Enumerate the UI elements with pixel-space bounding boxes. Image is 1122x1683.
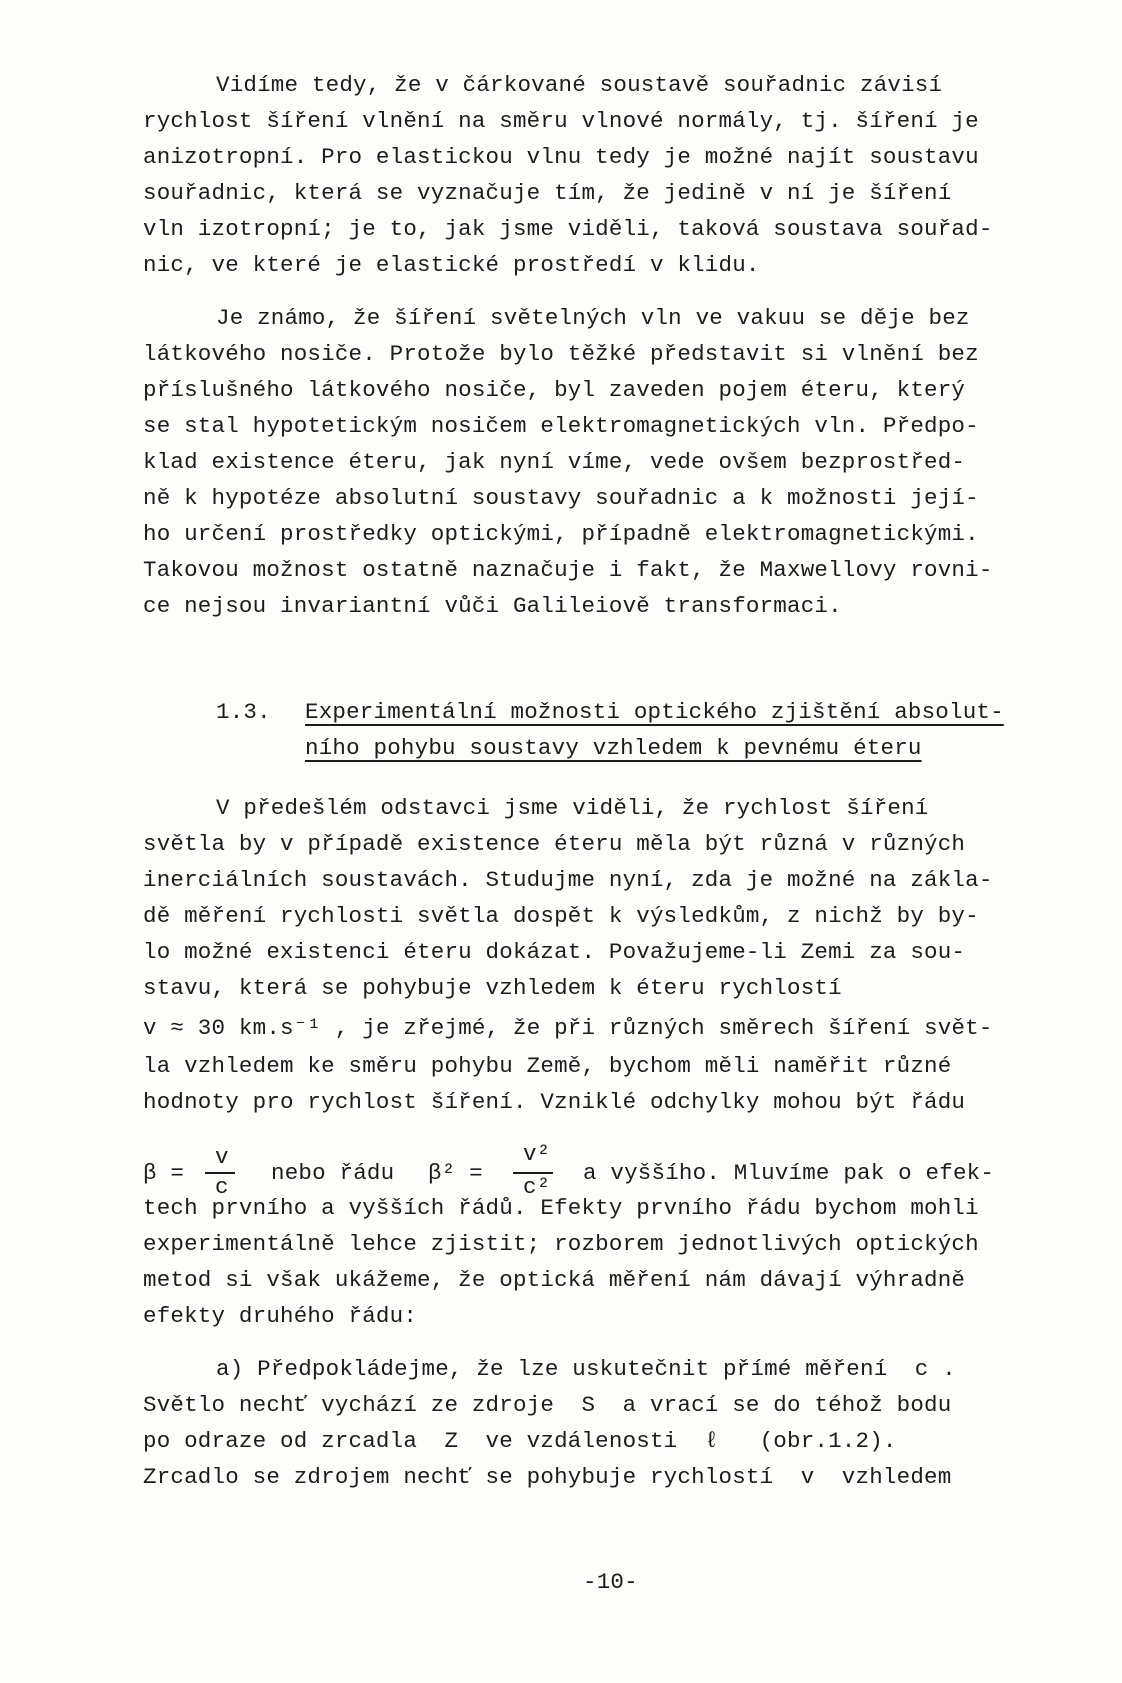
text-line: vln izotropní; je to, jak jsme viděli, taková soustava souřad- bbox=[143, 216, 993, 242]
text-line: ně k hypotéze absolutní soustavy souřadnic a k možnosti její- bbox=[143, 485, 979, 511]
text-line: efekty druhého řádu: bbox=[143, 1303, 418, 1329]
text-line: ho určení prostředky optickými, případně elektromagnetickými. bbox=[143, 521, 979, 547]
text-line: se stal hypotetickým nosičem elektromagnetických vln. Předpo- bbox=[143, 413, 979, 439]
text-line: rychlost šíření vlnění na směru vlnové normály, tj. šíření je bbox=[143, 108, 979, 134]
text-line: hodnoty pro rychlost šíření. Vzniklé odchylky mohou být řádu bbox=[143, 1089, 966, 1115]
fraction-1-denominator: c bbox=[215, 1174, 229, 1200]
text-line: lo možné existenci éteru dokázat. Považujeme-li Zemi za sou- bbox=[143, 939, 966, 965]
beta-squared-symbol: β² = bbox=[428, 1160, 483, 1186]
fraction-2-numerator: v² bbox=[523, 1141, 551, 1167]
text-line: V předešlém odstavci jsme viděli, že rychlost šíření bbox=[216, 795, 929, 821]
text-line: Je známo, že šíření světelných vln ve vakuu se děje bez bbox=[216, 305, 970, 331]
text-line: příslušného látkového nosiče, byl zaveden pojem éteru, který bbox=[143, 377, 966, 403]
section-number: 1.3. bbox=[216, 699, 271, 725]
text-line: dě měření rychlosti světla dospět k výsledkům, z nichž by by- bbox=[143, 903, 979, 929]
text-line: la vzhledem ke směru pohybu Země, bychom měli naměřit různé bbox=[143, 1053, 952, 1079]
page-number: -10- bbox=[583, 1569, 638, 1595]
text-line: anizotropní. Pro elastickou vlnu tedy je možné najít soustavu bbox=[143, 144, 979, 170]
section-title-line-2: ního pohybu soustavy vzhledem k pevnému éteru bbox=[305, 735, 922, 761]
text-line: látkového nosiče. Protože bylo těžké představit si vlnění bez bbox=[143, 341, 979, 367]
formula-connector-text: nebo řádu bbox=[271, 1160, 395, 1186]
fraction-1-numerator: v bbox=[215, 1144, 229, 1170]
text-line: ce nejsou invariantní vůči Galileiově transformaci. bbox=[143, 593, 842, 619]
formula-tail-text: a vyššího. Mluvíme pak o efek- bbox=[583, 1160, 995, 1186]
text-line: Vidíme tedy, že v čárkované soustavě souřadnic závisí bbox=[216, 72, 943, 98]
text-line: metod si však ukážeme, že optická měření nám dávají výhradně bbox=[143, 1267, 966, 1293]
text-line: a) Předpokládejme, že lze uskutečnit přímé měření c . bbox=[216, 1356, 956, 1382]
text-line: v ≈ 30 km.s⁻¹ , je zřejmé, že při různých směrech šíření svět- bbox=[143, 1015, 993, 1041]
text-line: Zrcadlo se zdrojem nechť se pohybuje rychlostí v vzhledem bbox=[143, 1464, 952, 1490]
text-line: experimentálně lehce zjistit; rozborem jednotlivých optických bbox=[143, 1231, 979, 1257]
fraction-2-denominator: c² bbox=[523, 1174, 551, 1200]
text-line: po odraze od zrcadla Z ve vzdálenosti ℓ (obr.1.2). bbox=[143, 1428, 897, 1454]
text-line: Světlo nechť vychází ze zdroje S a vrací se do téhož bodu bbox=[143, 1392, 952, 1418]
text-line: stavu, která se pohybuje vzhledem k éteru rychlostí bbox=[143, 975, 842, 1001]
text-line: Takovou možnost ostatně naznačuje i fakt, že Maxwellovy rovni- bbox=[143, 557, 993, 583]
text-line: nic, ve které je elastické prostředí v klidu. bbox=[143, 252, 760, 278]
text-line: klad existence éteru, jak nyní víme, vede ovšem bezprostřed- bbox=[143, 449, 966, 475]
text-line: souřadnic, která se vyznačuje tím, že jedině v ní je šíření bbox=[143, 180, 952, 206]
text-line: tech prvního a vyšších řádů. Efekty prvního řádu bychom mohli bbox=[143, 1195, 979, 1221]
text-line: inerciálních soustavách. Studujme nyní, zda je možné na zákla- bbox=[143, 867, 993, 893]
section-title-line-1: Experimentální možnosti optického zjištění absolut- bbox=[305, 699, 1004, 725]
text-line: světla by v případě existence éteru měla být různá v různých bbox=[143, 831, 966, 857]
beta-symbol: β = bbox=[143, 1160, 185, 1186]
